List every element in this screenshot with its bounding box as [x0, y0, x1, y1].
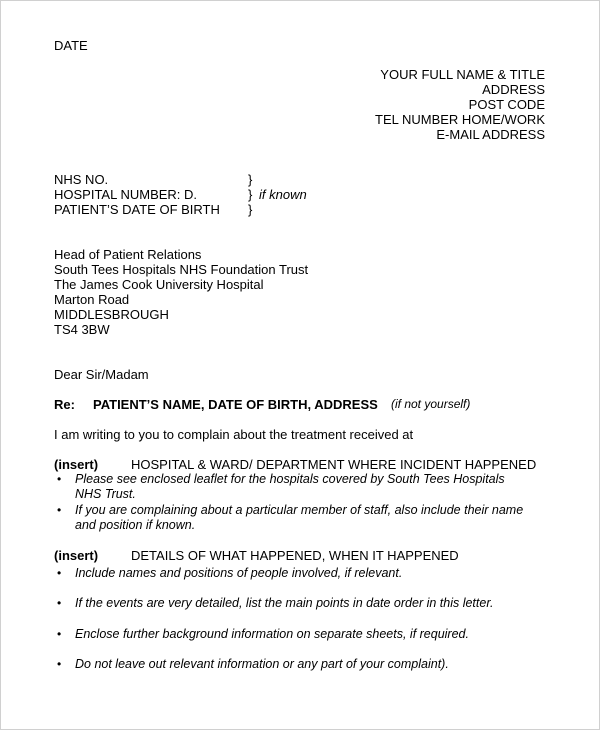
brace: }	[248, 187, 253, 202]
nhs-number-label: NHS NO.	[54, 172, 109, 187]
salutation: Dear Sir/Madam	[54, 367, 149, 382]
patient-dob-label: PATIENT’S DATE OF BIRTH	[54, 202, 220, 217]
brace: }	[248, 172, 253, 187]
recipient-line: South Tees Hospitals NHS Foundation Trust	[54, 262, 309, 277]
recipient-line: Head of Patient Relations	[54, 247, 202, 262]
bullet-marker: •	[57, 566, 62, 580]
recipient-line: MIDDLESBROUGH	[54, 307, 169, 322]
bullet-marker: •	[57, 657, 62, 671]
bullet-marker: •	[57, 503, 62, 517]
bullet-marker: •	[57, 627, 62, 641]
sender-address: ADDRESS	[482, 82, 545, 97]
bullet-marker: •	[57, 596, 62, 610]
recipient-line: TS4 3BW	[54, 322, 110, 337]
sender-tel: TEL NUMBER HOME/WORK	[375, 112, 545, 127]
sender-name: YOUR FULL NAME & TITLE	[380, 67, 545, 82]
bullet-text: Include names and positions of people involved, if relevant.	[75, 566, 403, 580]
re-label: Re:	[54, 397, 75, 412]
section-heading: HOSPITAL & WARD/ DEPARTMENT WHERE INCIDENT HAPPENED	[131, 457, 537, 472]
recipient-line: The James Cook University Hospital	[54, 277, 264, 292]
bullet-text-continued: NHS Trust.	[75, 487, 136, 501]
bullet-marker: •	[57, 472, 62, 486]
intro-text: I am writing to you to complain about the treatment received at	[54, 427, 414, 442]
re-note: (if not yourself)	[391, 397, 471, 411]
if-known-note: if known	[259, 187, 307, 202]
insert-label: (insert)	[54, 548, 99, 563]
bullet-text: Please see enclosed leaflet for the hospitals covered by South Tees Hospitals	[75, 472, 505, 486]
hospital-number-label: HOSPITAL NUMBER: D.	[54, 187, 198, 202]
re-subject: PATIENT’S NAME, DATE OF BIRTH, ADDRESS	[93, 397, 378, 412]
section-heading: DETAILS OF WHAT HAPPENED, WHEN IT HAPPENED	[131, 548, 459, 563]
bullet-text-continued: and position if known.	[75, 518, 196, 532]
brace: }	[248, 202, 253, 217]
bullet-text: If you are complaining about a particular member of staff, also include their name	[75, 503, 524, 517]
bullet-text: If the events are very detailed, list the main points in date order in this letter.	[75, 596, 494, 610]
insert-label: (insert)	[54, 457, 99, 472]
sender-email: E-MAIL ADDRESS	[436, 127, 545, 142]
bullet-text: Do not leave out relevant information or any part of your complaint).	[75, 657, 449, 671]
date-label: DATE	[54, 38, 88, 53]
recipient-line: Marton Road	[54, 292, 130, 307]
sender-postcode: POST CODE	[468, 97, 545, 112]
bullet-text: Enclose further background information on separate sheets, if required.	[75, 627, 469, 641]
